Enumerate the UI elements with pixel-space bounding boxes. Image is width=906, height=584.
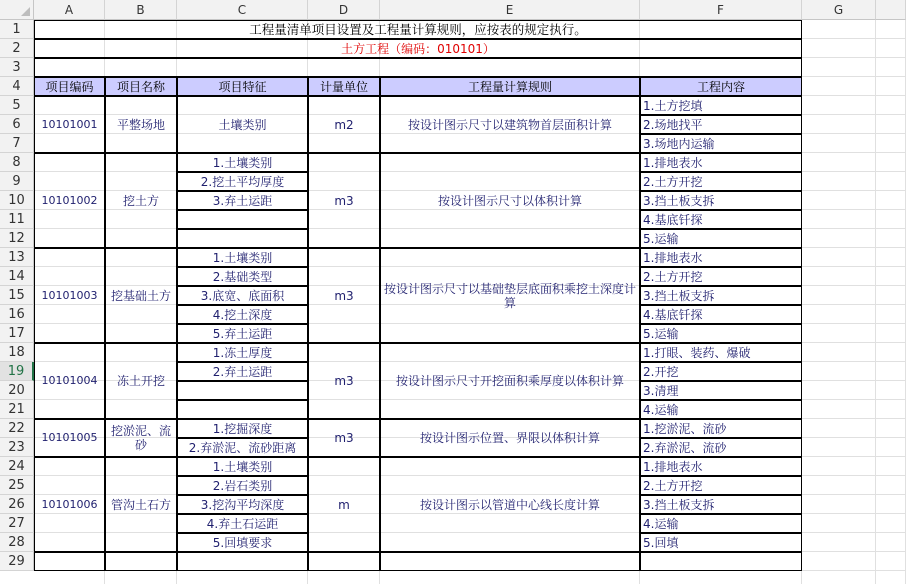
column-header-g[interactable]: G: [802, 0, 876, 20]
item-content[interactable]: 3.挡土板支拆: [640, 495, 802, 514]
item-name[interactable]: 冻土开挖: [105, 343, 177, 419]
item-unit[interactable]: m3: [308, 343, 380, 419]
column-header-b[interactable]: B: [105, 0, 177, 20]
item-content[interactable]: 2.场地找平: [640, 115, 802, 134]
row-header-17[interactable]: 17: [0, 324, 34, 343]
item-name[interactable]: 管沟土石方: [105, 457, 177, 552]
item-feature[interactable]: 5.弃土运距: [177, 324, 308, 343]
item-feature[interactable]: 5.回填要求: [177, 533, 308, 552]
column-header-a[interactable]: A: [34, 0, 105, 20]
item-name[interactable]: 挖土方: [105, 153, 177, 248]
table-header-cell[interactable]: 工程量计算规则: [380, 77, 640, 96]
item-feature[interactable]: 1.挖掘深度: [177, 419, 308, 438]
item-content[interactable]: 3.清理: [640, 381, 802, 400]
item-name[interactable]: 挖淤泥、流砂: [105, 419, 177, 457]
select-all-icon: [21, 7, 30, 16]
item-content[interactable]: 2.土方开挖: [640, 172, 802, 191]
item-content[interactable]: 4.基底钎探: [640, 305, 802, 324]
table-header-cell[interactable]: 项目特征: [177, 77, 308, 96]
item-content[interactable]: 1.挖淤泥、流砂: [640, 419, 802, 438]
item-content[interactable]: 2.土方开挖: [640, 476, 802, 495]
row-header-19[interactable]: 19: [0, 362, 34, 381]
row-header-27[interactable]: 27: [0, 514, 34, 533]
row-header-8[interactable]: 8: [0, 153, 34, 172]
item-feature[interactable]: 土壤类别: [177, 96, 308, 153]
row-header-21[interactable]: 21: [0, 400, 34, 419]
item-feature[interactable]: 2.岩石类别: [177, 476, 308, 495]
row-header-22[interactable]: 22: [0, 419, 34, 438]
item-rule[interactable]: 按设计图示尺寸开挖面积乘厚度以体积计算: [380, 343, 640, 419]
section-title[interactable]: 土方工程（编码：010101）: [34, 39, 802, 58]
item-rule[interactable]: 按设计图示尺寸以建筑物首层面积计算: [380, 96, 640, 153]
row-header-6[interactable]: 6: [0, 115, 34, 134]
table-header-cell[interactable]: 项目名称: [105, 77, 177, 96]
item-feature[interactable]: 1.土壤类别: [177, 457, 308, 476]
row-header-25[interactable]: 25: [0, 476, 34, 495]
sheet-title[interactable]: 工程量清单项目设置及工程量计算规则，应按表的规定执行。: [34, 20, 802, 39]
column-header-d[interactable]: D: [308, 0, 380, 20]
item-feature[interactable]: 3.挖沟平均深度: [177, 495, 308, 514]
item-feature[interactable]: 1.冻土厚度: [177, 343, 308, 362]
empty-cell[interactable]: [34, 552, 105, 571]
item-name[interactable]: 平整场地: [105, 96, 177, 153]
item-feature[interactable]: 3.底宽、底面积: [177, 286, 308, 305]
item-name[interactable]: 挖基础土方: [105, 248, 177, 343]
item-content[interactable]: 5.运输: [640, 229, 802, 248]
item-unit[interactable]: m3: [308, 248, 380, 343]
item-content[interactable]: 4.运输: [640, 514, 802, 533]
item-code[interactable]: 10101001: [34, 96, 105, 153]
item-feature[interactable]: [177, 229, 308, 248]
row-header-11[interactable]: 11: [0, 210, 34, 229]
item-feature[interactable]: 2.弃土运距: [177, 362, 308, 381]
row-header-3[interactable]: 3: [0, 58, 34, 77]
item-content[interactable]: 1.排地表水: [640, 153, 802, 172]
item-feature[interactable]: [177, 381, 308, 400]
item-feature[interactable]: 2.基础类型: [177, 267, 308, 286]
row-header-29[interactable]: 29: [0, 552, 34, 571]
row-header-15[interactable]: 15: [0, 286, 34, 305]
row-header-4[interactable]: 4: [0, 77, 34, 96]
item-code[interactable]: 10101005: [34, 419, 105, 457]
item-content[interactable]: 4.运输: [640, 400, 802, 419]
item-content[interactable]: 4.基底钎探: [640, 210, 802, 229]
item-unit[interactable]: m2: [308, 96, 380, 153]
item-content[interactable]: 1.土方挖填: [640, 96, 802, 115]
item-content[interactable]: 5.回填: [640, 533, 802, 552]
item-feature[interactable]: 3.弃土运距: [177, 191, 308, 210]
row-header-5[interactable]: 5: [0, 96, 34, 115]
item-code[interactable]: 10101006: [34, 457, 105, 552]
row-header-24[interactable]: 24: [0, 457, 34, 476]
column-header-e[interactable]: E: [380, 0, 640, 20]
item-rule[interactable]: 按设计图示以管道中心线长度计算: [380, 457, 640, 552]
item-feature[interactable]: 1.土壤类别: [177, 153, 308, 172]
item-content[interactable]: 1.排地表水: [640, 248, 802, 267]
empty-cell[interactable]: [308, 552, 380, 571]
item-unit[interactable]: m: [308, 457, 380, 552]
item-feature[interactable]: 2.挖土平均厚度: [177, 172, 308, 191]
row-header-14[interactable]: 14: [0, 267, 34, 286]
item-content[interactable]: 1.打眼、装药、爆破: [640, 343, 802, 362]
select-all-corner[interactable]: [0, 0, 34, 20]
item-content[interactable]: 3.场地内运输: [640, 134, 802, 153]
empty-cell[interactable]: [380, 552, 640, 571]
item-content[interactable]: 2.开挖: [640, 362, 802, 381]
item-feature[interactable]: 4.弃土石运距: [177, 514, 308, 533]
item-content[interactable]: 2.土方开挖: [640, 267, 802, 286]
row-header-16[interactable]: 16: [0, 305, 34, 324]
item-rule[interactable]: 按设计图示尺寸以体积计算: [380, 153, 640, 248]
row-header-1[interactable]: 1: [0, 20, 34, 39]
row-header-26[interactable]: 26: [0, 495, 34, 514]
row-header-7[interactable]: 7: [0, 134, 34, 153]
empty-cell[interactable]: [640, 552, 802, 571]
table-header-cell[interactable]: 工程内容: [640, 77, 802, 96]
item-content[interactable]: 1.排地表水: [640, 457, 802, 476]
item-feature[interactable]: [177, 400, 308, 419]
row-header-10[interactable]: 10: [0, 191, 34, 210]
row-header-28[interactable]: 28: [0, 533, 34, 552]
column-header-extra[interactable]: [876, 0, 906, 20]
row-header-2[interactable]: 2: [0, 39, 34, 58]
item-rule[interactable]: 按设计图示位置、界限以体积计算: [380, 419, 640, 457]
empty-cell[interactable]: [105, 552, 177, 571]
item-code[interactable]: 10101002: [34, 153, 105, 248]
item-code[interactable]: 10101003: [34, 248, 105, 343]
row-header-9[interactable]: 9: [0, 172, 34, 191]
item-code[interactable]: 10101004: [34, 343, 105, 419]
item-feature[interactable]: 4.挖土深度: [177, 305, 308, 324]
item-content[interactable]: 5.运输: [640, 324, 802, 343]
column-header-f[interactable]: F: [640, 0, 802, 20]
row-header-18[interactable]: 18: [0, 343, 34, 362]
gridline-col: [875, 20, 876, 584]
item-rule[interactable]: 按设计图示尺寸以基础垫层底面积乘挖土深度计算: [380, 248, 640, 343]
item-content[interactable]: 2.弃淤泥、流砂: [640, 438, 802, 457]
item-feature[interactable]: [177, 210, 308, 229]
row-header-23[interactable]: 23: [0, 438, 34, 457]
row-header-13[interactable]: 13: [0, 248, 34, 267]
item-unit[interactable]: m3: [308, 419, 380, 457]
row-header-20[interactable]: 20: [0, 381, 34, 400]
item-unit[interactable]: m3: [308, 153, 380, 248]
table-header-cell[interactable]: 计量单位: [308, 77, 380, 96]
row-header-12[interactable]: 12: [0, 229, 34, 248]
item-feature[interactable]: 2.弃淤泥、流砂距离: [177, 438, 308, 457]
empty-cell[interactable]: [34, 58, 802, 77]
item-content[interactable]: 3.挡土板支拆: [640, 286, 802, 305]
column-header-c[interactable]: C: [177, 0, 308, 20]
item-content[interactable]: 3.挡土板支拆: [640, 191, 802, 210]
item-feature[interactable]: 1.土壤类别: [177, 248, 308, 267]
table-header-cell[interactable]: 项目编码: [34, 77, 105, 96]
empty-cell[interactable]: [177, 552, 308, 571]
